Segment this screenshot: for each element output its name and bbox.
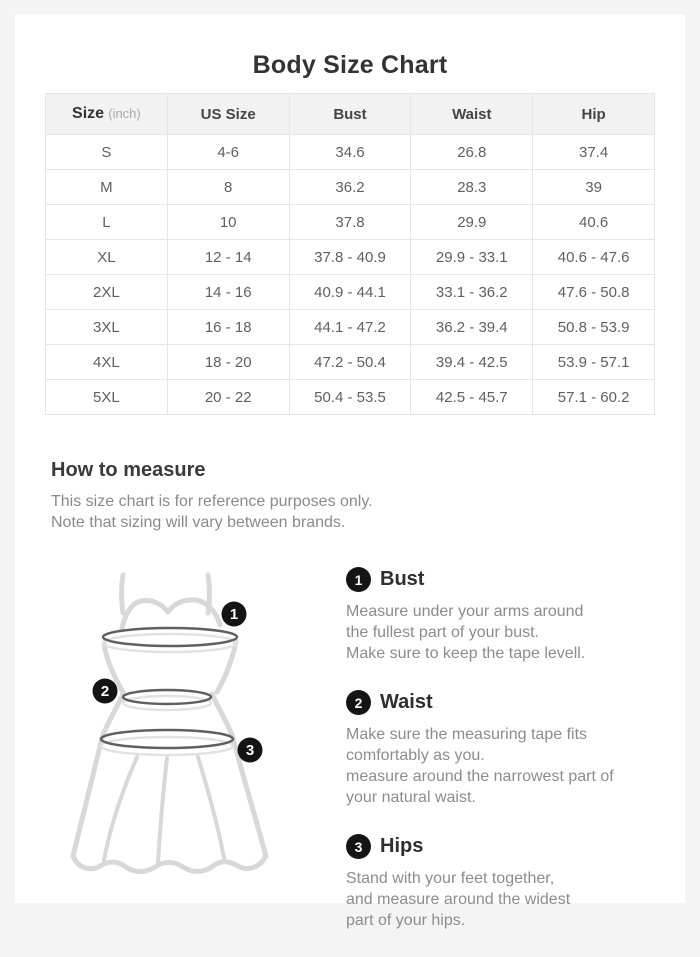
size-cell: XL	[46, 240, 168, 275]
instruction-bust	[346, 567, 671, 664]
hip-cell: 39	[533, 170, 655, 205]
bust-marker-number: 1	[229, 606, 239, 623]
waist-cell: 28.3	[411, 170, 533, 205]
bust-cell: 40.9 - 44.1	[289, 275, 411, 310]
header-size	[46, 94, 168, 135]
waist-cell: 33.1 - 36.2	[411, 275, 533, 310]
size-cell: 5XL	[46, 380, 168, 415]
skirt-hem	[73, 856, 266, 872]
instruction-hips-heading	[346, 834, 671, 859]
left-strap	[122, 575, 124, 613]
hip-cell: 47.6 - 50.8	[533, 275, 655, 310]
header-waist: Waist	[411, 94, 533, 135]
bust-cell: 50.4 - 53.5	[289, 380, 411, 415]
hip-cell: 50.8 - 53.9	[533, 310, 655, 345]
us-size-cell: 16 - 18	[167, 310, 289, 345]
waist-cell: 29.9 - 33.1	[411, 240, 533, 275]
measure-instructions	[346, 561, 671, 957]
table-row	[46, 345, 655, 380]
waist-cell: 39.4 - 42.5	[411, 345, 533, 380]
size-cell: 3XL	[46, 310, 168, 345]
how-to-measure-line: This size chart is for reference purposes only.	[51, 493, 373, 510]
table-row	[46, 380, 655, 415]
bust-cell: 47.2 - 50.4	[289, 345, 411, 380]
header-hip: Hip	[533, 94, 655, 135]
waist-marker-number: 2	[100, 683, 110, 700]
bust-title: Bust	[380, 568, 425, 590]
instruction-waist-heading	[346, 690, 671, 715]
us-size-cell: 4-6	[167, 135, 289, 170]
size-cell: M	[46, 170, 168, 205]
size-table-header	[46, 94, 655, 135]
us-size-cell: 8	[167, 170, 289, 205]
instruction-line: Make sure the measuring tape fits	[346, 726, 588, 743]
us-size-cell: 12 - 14	[167, 240, 289, 275]
us-size-cell: 10	[167, 205, 289, 240]
instruction-line: your natural waist.	[346, 789, 476, 806]
size-cell: L	[46, 205, 168, 240]
hips-title: Hips	[380, 835, 424, 857]
instruction-bust-heading	[346, 567, 671, 592]
us-size-cell: 14 - 16	[167, 275, 289, 310]
waist-cell: 36.2 - 39.4	[411, 310, 533, 345]
bust-marker-badge	[222, 602, 247, 627]
hip-cell: 57.1 - 60.2	[533, 380, 655, 415]
table-row	[46, 135, 655, 170]
instruction-line: Stand with your feet together,	[346, 870, 555, 887]
waist-cell: 42.5 - 45.7	[411, 380, 533, 415]
skirt-left	[73, 694, 123, 856]
instruction-line: comfortably as you.	[346, 747, 485, 764]
hips-instruction-text	[346, 868, 671, 931]
hip-marker-number: 3	[245, 742, 255, 759]
sweetheart-neckline	[122, 600, 220, 629]
bust-cell: 36.2	[289, 170, 411, 205]
bust-cell: 44.1 - 47.2	[289, 310, 411, 345]
instruction-hips	[346, 834, 671, 931]
bust-cell: 37.8	[289, 205, 411, 240]
us-size-cell: 18 - 20	[167, 345, 289, 380]
table-row	[46, 240, 655, 275]
dress-illustration	[40, 561, 330, 921]
size-cell: S	[46, 135, 168, 170]
skirt-fold-middle	[158, 758, 167, 863]
instruction-waist	[346, 690, 671, 808]
header-bust: Bust	[289, 94, 411, 135]
header-us-size: US Size	[167, 94, 289, 135]
instruction-line: Measure under your arms around	[346, 603, 584, 620]
table-row	[46, 170, 655, 205]
how-to-measure-line: Note that sizing will vary between brands.	[51, 514, 346, 531]
table-row	[46, 310, 655, 345]
us-size-cell: 20 - 22	[167, 380, 289, 415]
page-title: Body Size Chart	[252, 51, 448, 79]
how-to-measure-text	[51, 491, 685, 533]
size-table	[45, 93, 655, 415]
instruction-line: the fullest part of your bust.	[346, 624, 539, 641]
bust-instruction-text	[346, 601, 671, 664]
bust-cell: 34.6	[289, 135, 411, 170]
header-row	[46, 94, 655, 135]
bust-number-badge: 1	[346, 567, 371, 592]
waist-instruction-text	[346, 724, 671, 808]
waist-cell: 26.8	[411, 135, 533, 170]
waist-marker-badge	[93, 679, 118, 704]
waist-title: Waist	[380, 691, 433, 713]
hip-cell: 40.6	[533, 205, 655, 240]
hip-cell: 53.9 - 57.1	[533, 345, 655, 380]
header-size-unit: (inch)	[108, 106, 141, 121]
instruction-line: and measure around the widest	[346, 891, 571, 908]
bust-cell: 37.8 - 40.9	[289, 240, 411, 275]
skirt-fold-left	[104, 757, 137, 860]
measure-section	[15, 533, 685, 957]
table-row	[46, 205, 655, 240]
instruction-line: measure around the narrowest part of	[346, 768, 614, 785]
hip-cell: 37.4	[533, 135, 655, 170]
waist-cell: 29.9	[411, 205, 533, 240]
size-cell: 4XL	[46, 345, 168, 380]
hip-marker-badge	[238, 738, 263, 763]
hips-number-badge: 3	[346, 834, 371, 859]
waist-number-badge: 2	[346, 690, 371, 715]
size-cell: 2XL	[46, 275, 168, 310]
size-table-body	[46, 135, 655, 415]
instruction-line: Make sure to keep the tape levell.	[346, 645, 586, 662]
table-row	[46, 275, 655, 310]
how-to-measure-heading: How to measure	[51, 459, 206, 481]
skirt-fold-right	[198, 757, 224, 858]
instruction-line: part of your hips.	[346, 912, 466, 929]
header-size-label: Size	[72, 105, 105, 122]
size-chart-card	[15, 14, 685, 929]
hip-cell: 40.6 - 47.6	[533, 240, 655, 275]
